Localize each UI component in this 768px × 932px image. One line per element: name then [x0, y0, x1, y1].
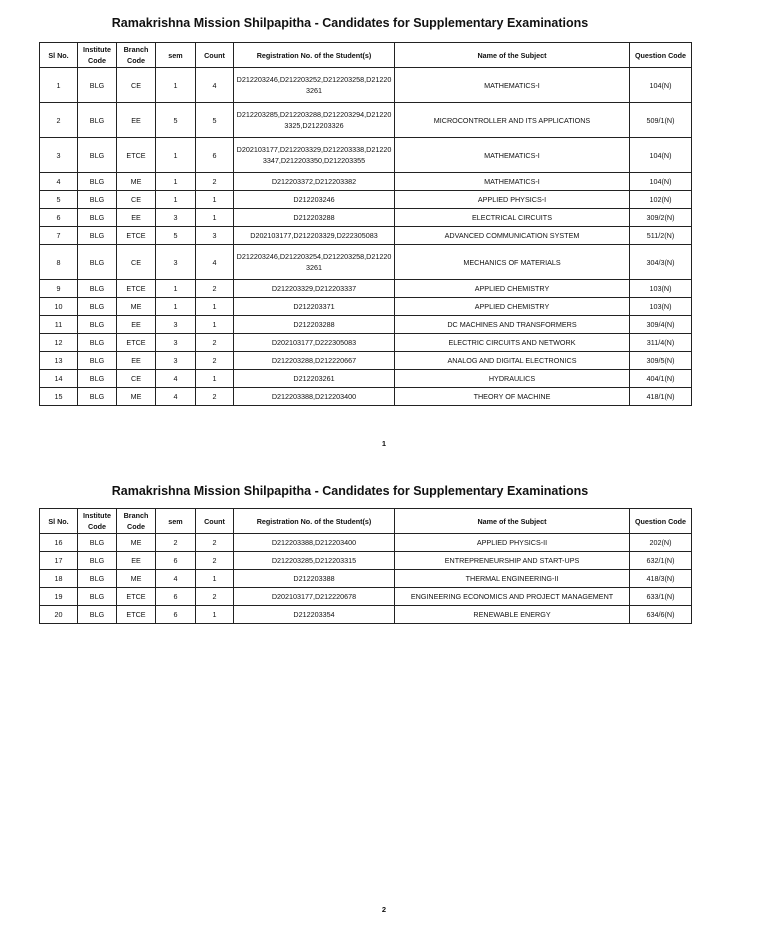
table-row	[40, 606, 692, 624]
cell-sem: 1	[156, 138, 196, 173]
cell-sl-no: 1	[40, 68, 78, 103]
cell-sem: 6	[156, 588, 196, 606]
table-row	[40, 316, 692, 334]
cell-sem: 4	[156, 370, 196, 388]
cell-subject: RENEWABLE ENERGY	[395, 606, 630, 624]
cell-institute-code: BLG	[78, 103, 117, 138]
cell-subject: ELECTRICAL CIRCUITS	[395, 209, 630, 227]
cell-question-code: 509/1(N)	[630, 103, 692, 138]
cell-branch-code: ME	[117, 173, 156, 191]
cell-institute-code: BLG	[78, 388, 117, 406]
cell-institute-code: BLG	[78, 588, 117, 606]
cell-count: 2	[196, 388, 234, 406]
cell-registration: D212203246,D212203252,D212203258,D212203261	[234, 68, 395, 103]
cell-count: 2	[196, 280, 234, 298]
cell-branch-code: EE	[117, 103, 156, 138]
cell-question-code: 418/1(N)	[630, 388, 692, 406]
cell-question-code: 104(N)	[630, 173, 692, 191]
table-row	[40, 352, 692, 370]
cell-sl-no: 10	[40, 298, 78, 316]
cell-branch-code: EE	[117, 316, 156, 334]
cell-branch-code: ETCE	[117, 606, 156, 624]
cell-branch-code: ME	[117, 534, 156, 552]
cell-sl-no: 2	[40, 103, 78, 138]
cell-institute-code: BLG	[78, 370, 117, 388]
cell-question-code: 103(N)	[630, 280, 692, 298]
cell-subject: ELECTRIC CIRCUITS AND NETWORK	[395, 334, 630, 352]
cell-institute-code: BLG	[78, 191, 117, 209]
cell-subject: ENGINEERING ECONOMICS AND PROJECT MANAGEMENT	[395, 588, 630, 606]
cell-registration: D212203285,D212203288,D212203294,D212203325,D212203326	[234, 103, 395, 138]
cell-question-code: 104(N)	[630, 138, 692, 173]
cell-branch-code: CE	[117, 370, 156, 388]
cell-count: 2	[196, 534, 234, 552]
cell-institute-code: BLG	[78, 316, 117, 334]
cell-subject: APPLIED CHEMISTRY	[395, 298, 630, 316]
page-title: Ramakrishna Mission Shilpapitha - Candidates for Supplementary Examinations	[111, 484, 589, 498]
cell-sl-no: 19	[40, 588, 78, 606]
cell-subject: MATHEMATICS-I	[395, 173, 630, 191]
col-header-branch-code: Branch Code	[117, 509, 156, 534]
cell-question-code: 104(N)	[630, 68, 692, 103]
cell-subject: MATHEMATICS-I	[395, 68, 630, 103]
cell-institute-code: BLG	[78, 209, 117, 227]
cell-sem: 3	[156, 352, 196, 370]
cell-count: 4	[196, 68, 234, 103]
cell-count: 2	[196, 173, 234, 191]
cell-sl-no: 13	[40, 352, 78, 370]
col-header-count: Count	[196, 509, 234, 534]
cell-branch-code: EE	[117, 552, 156, 570]
cell-sem: 3	[156, 245, 196, 280]
table-row	[40, 209, 692, 227]
cell-question-code: 633/1(N)	[630, 588, 692, 606]
cell-institute-code: BLG	[78, 280, 117, 298]
col-header-question-code: Question Code	[630, 509, 692, 534]
table-row	[40, 334, 692, 352]
col-header-branch-code: Branch Code	[117, 43, 156, 68]
cell-institute-code: BLG	[78, 173, 117, 191]
cell-question-code: 304/3(N)	[630, 245, 692, 280]
cell-sem: 4	[156, 388, 196, 406]
cell-sem: 1	[156, 280, 196, 298]
cell-branch-code: CE	[117, 191, 156, 209]
table-row	[40, 370, 692, 388]
cell-registration: D212203372,D212203382	[234, 173, 395, 191]
page-number: 2	[381, 905, 387, 914]
cell-sl-no: 5	[40, 191, 78, 209]
col-header-count: Count	[196, 43, 234, 68]
cell-question-code: 634/6(N)	[630, 606, 692, 624]
cell-subject: ANALOG AND DIGITAL ELECTRONICS	[395, 352, 630, 370]
col-header-registration: Registration No. of the Student(s)	[234, 509, 395, 534]
cell-sl-no: 11	[40, 316, 78, 334]
cell-registration: D212203246,D212203254,D212203258,D212203261	[234, 245, 395, 280]
table-header-row	[40, 509, 692, 534]
cell-count: 1	[196, 209, 234, 227]
cell-sl-no: 9	[40, 280, 78, 298]
cell-count: 1	[196, 316, 234, 334]
cell-branch-code: ME	[117, 298, 156, 316]
cell-sl-no: 18	[40, 570, 78, 588]
cell-institute-code: BLG	[78, 534, 117, 552]
cell-question-code: 404/1(N)	[630, 370, 692, 388]
cell-count: 1	[196, 606, 234, 624]
cell-question-code: 309/4(N)	[630, 316, 692, 334]
cell-sem: 1	[156, 173, 196, 191]
col-header-subject: Name of the Subject	[395, 43, 630, 68]
cell-sem: 3	[156, 316, 196, 334]
col-header-registration: Registration No. of the Student(s)	[234, 43, 395, 68]
cell-registration: D212203261	[234, 370, 395, 388]
cell-branch-code: ME	[117, 570, 156, 588]
candidates-table	[39, 508, 692, 624]
cell-subject: APPLIED PHYSICS-II	[395, 534, 630, 552]
table-row	[40, 103, 692, 138]
cell-question-code: 102(N)	[630, 191, 692, 209]
cell-sem: 3	[156, 334, 196, 352]
cell-sem: 5	[156, 227, 196, 245]
cell-branch-code: CE	[117, 68, 156, 103]
table-row	[40, 138, 692, 173]
table-body	[40, 534, 692, 624]
cell-subject: APPLIED PHYSICS-I	[395, 191, 630, 209]
cell-subject: THEORY OF MACHINE	[395, 388, 630, 406]
cell-sem: 4	[156, 570, 196, 588]
cell-subject: DC MACHINES AND TRANSFORMERS	[395, 316, 630, 334]
cell-sl-no: 14	[40, 370, 78, 388]
cell-registration: D202103177,D222305083	[234, 334, 395, 352]
cell-question-code: 511/2(N)	[630, 227, 692, 245]
cell-registration: D212203388,D212203400	[234, 388, 395, 406]
cell-sem: 1	[156, 68, 196, 103]
candidates-table	[39, 42, 692, 406]
table-row	[40, 173, 692, 191]
cell-registration: D212203388,D212203400	[234, 534, 395, 552]
cell-count: 3	[196, 227, 234, 245]
col-header-institute-code: Institute Code	[78, 43, 117, 68]
cell-registration: D212203329,D212203337	[234, 280, 395, 298]
table-row	[40, 388, 692, 406]
cell-question-code: 103(N)	[630, 298, 692, 316]
cell-institute-code: BLG	[78, 552, 117, 570]
cell-branch-code: ETCE	[117, 588, 156, 606]
col-header-institute-code: Institute Code	[78, 509, 117, 534]
cell-registration: D212203285,D212203315	[234, 552, 395, 570]
cell-sem: 2	[156, 534, 196, 552]
cell-institute-code: BLG	[78, 138, 117, 173]
cell-institute-code: BLG	[78, 334, 117, 352]
cell-question-code: 309/2(N)	[630, 209, 692, 227]
cell-sl-no: 7	[40, 227, 78, 245]
cell-registration: D212203388	[234, 570, 395, 588]
cell-sl-no: 16	[40, 534, 78, 552]
cell-sl-no: 20	[40, 606, 78, 624]
cell-institute-code: BLG	[78, 352, 117, 370]
cell-branch-code: CE	[117, 245, 156, 280]
cell-branch-code: ETCE	[117, 138, 156, 173]
cell-institute-code: BLG	[78, 227, 117, 245]
cell-subject: ADVANCED COMMUNICATION SYSTEM	[395, 227, 630, 245]
table-row	[40, 570, 692, 588]
cell-sem: 6	[156, 606, 196, 624]
cell-question-code: 309/5(N)	[630, 352, 692, 370]
page-title: Ramakrishna Mission Shilpapitha - Candidates for Supplementary Examinations	[111, 16, 589, 30]
cell-sem: 5	[156, 103, 196, 138]
cell-branch-code: ETCE	[117, 227, 156, 245]
cell-count: 1	[196, 370, 234, 388]
cell-subject: MICROCONTROLLER AND ITS APPLICATIONS	[395, 103, 630, 138]
cell-count: 5	[196, 103, 234, 138]
cell-subject: THERMAL ENGINEERING-II	[395, 570, 630, 588]
cell-question-code: 311/4(N)	[630, 334, 692, 352]
table-row	[40, 534, 692, 552]
cell-count: 2	[196, 588, 234, 606]
cell-subject: ENTREPRENEURSHIP AND START-UPS	[395, 552, 630, 570]
cell-sl-no: 4	[40, 173, 78, 191]
cell-registration: D212203371	[234, 298, 395, 316]
cell-sl-no: 15	[40, 388, 78, 406]
cell-count: 1	[196, 298, 234, 316]
cell-institute-code: BLG	[78, 298, 117, 316]
table-row	[40, 191, 692, 209]
cell-subject: APPLIED CHEMISTRY	[395, 280, 630, 298]
table-row	[40, 68, 692, 103]
col-header-subject: Name of the Subject	[395, 509, 630, 534]
cell-count: 4	[196, 245, 234, 280]
cell-branch-code: ETCE	[117, 280, 156, 298]
cell-institute-code: BLG	[78, 68, 117, 103]
cell-registration: D212203288,D212220667	[234, 352, 395, 370]
cell-sl-no: 3	[40, 138, 78, 173]
cell-count: 2	[196, 552, 234, 570]
cell-sem: 1	[156, 191, 196, 209]
col-header-sem: sem	[156, 509, 196, 534]
col-header-sl-no: Sl No.	[40, 43, 78, 68]
table-row	[40, 588, 692, 606]
cell-sem: 1	[156, 298, 196, 316]
cell-count: 2	[196, 334, 234, 352]
cell-branch-code: ETCE	[117, 334, 156, 352]
cell-institute-code: BLG	[78, 245, 117, 280]
cell-registration: D202103177,D212220678	[234, 588, 395, 606]
cell-registration: D202103177,D212203329,D222305083	[234, 227, 395, 245]
cell-registration: D212203288	[234, 316, 395, 334]
cell-count: 1	[196, 570, 234, 588]
cell-sl-no: 12	[40, 334, 78, 352]
cell-question-code: 632/1(N)	[630, 552, 692, 570]
cell-sem: 6	[156, 552, 196, 570]
cell-subject: HYDRAULICS	[395, 370, 630, 388]
cell-sl-no: 8	[40, 245, 78, 280]
cell-sem: 3	[156, 209, 196, 227]
cell-institute-code: BLG	[78, 606, 117, 624]
cell-registration: D212203246	[234, 191, 395, 209]
table-row	[40, 280, 692, 298]
col-header-question-code: Question Code	[630, 43, 692, 68]
cell-count: 2	[196, 352, 234, 370]
cell-branch-code: EE	[117, 352, 156, 370]
cell-sl-no: 17	[40, 552, 78, 570]
table-body	[40, 68, 692, 406]
cell-branch-code: ME	[117, 388, 156, 406]
cell-branch-code: EE	[117, 209, 156, 227]
table-row	[40, 552, 692, 570]
cell-registration: D212203288	[234, 209, 395, 227]
cell-subject: MATHEMATICS-I	[395, 138, 630, 173]
cell-registration: D202103177,D212203329,D212203338,D212203347,D212203350,D212203355	[234, 138, 395, 173]
cell-question-code: 202(N)	[630, 534, 692, 552]
col-header-sl-no: Sl No.	[40, 509, 78, 534]
cell-count: 6	[196, 138, 234, 173]
cell-institute-code: BLG	[78, 570, 117, 588]
table-row	[40, 298, 692, 316]
cell-question-code: 418/3(N)	[630, 570, 692, 588]
page-number: 1	[381, 439, 387, 448]
col-header-sem: sem	[156, 43, 196, 68]
cell-subject: MECHANICS OF MATERIALS	[395, 245, 630, 280]
table-header-row	[40, 43, 692, 68]
table-row	[40, 245, 692, 280]
cell-sl-no: 6	[40, 209, 78, 227]
table-row	[40, 227, 692, 245]
cell-registration: D212203354	[234, 606, 395, 624]
cell-count: 1	[196, 191, 234, 209]
